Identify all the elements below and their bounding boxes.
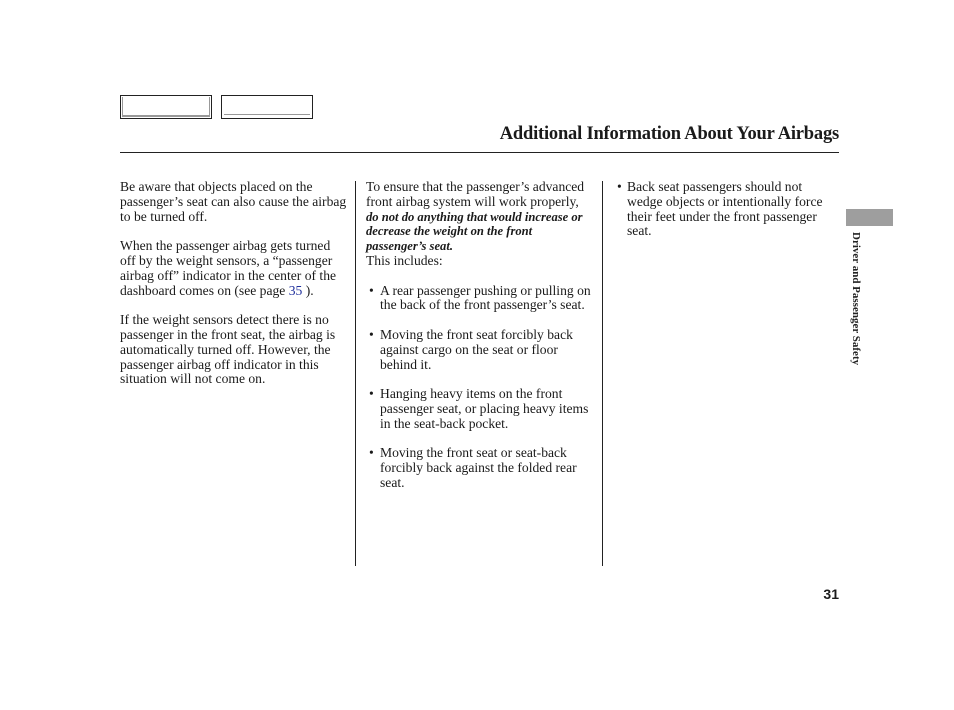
column-3 bbox=[617, 180, 832, 254]
list-item bbox=[617, 180, 832, 239]
list-item-text: Moving the front seat forcibly back against cargo on the seat or floor behind it. bbox=[380, 326, 573, 372]
list-item-text: Hanging heavy items on the front passenger seat, or placing heavy items in the seat-back pocket. bbox=[380, 386, 589, 431]
list-item bbox=[366, 284, 594, 314]
intro-end: This includes: bbox=[366, 252, 443, 268]
bullet-icon: • bbox=[369, 386, 374, 402]
column-divider-2 bbox=[602, 181, 603, 566]
paragraph-end: ). bbox=[302, 282, 314, 298]
main-menu-button[interactable] bbox=[120, 95, 212, 119]
paragraph-text: When the passenger airbag gets turned off by the weight sensors, a “passenger airbag off” indicator in the center of the dashboard comes on (see page bbox=[120, 238, 337, 298]
bullet-icon: • bbox=[369, 326, 374, 342]
list-item-text: Moving the front seat or seat-back forcibly back against the folded rear seat. bbox=[380, 445, 577, 490]
page-title: Additional Information About Your Airbags bbox=[499, 124, 839, 144]
column-2 bbox=[366, 180, 594, 506]
title-rule bbox=[120, 152, 839, 153]
paragraph-ensure-proper-work bbox=[366, 180, 594, 269]
index-button[interactable] bbox=[221, 95, 313, 119]
column-divider-1 bbox=[355, 181, 356, 566]
list-item-text: Back seat passengers should not wedge objects or intentionally force their feet under the front passenger seat. bbox=[627, 179, 823, 239]
list-item bbox=[366, 387, 594, 431]
column-1 bbox=[120, 180, 348, 402]
bullet-icon: • bbox=[617, 179, 622, 194]
page-number: 31 bbox=[823, 586, 839, 602]
index-button-underline bbox=[224, 114, 310, 115]
page-35-link[interactable]: 35 bbox=[288, 282, 303, 298]
section-label: Driver and Passenger Safety bbox=[850, 232, 862, 366]
bullet-list bbox=[366, 284, 594, 491]
list-item bbox=[366, 446, 594, 490]
bullet-icon: • bbox=[369, 445, 374, 461]
paragraph-airbag-off-indicator bbox=[120, 239, 348, 298]
intro-text: To ensure that the passenger’s advanced front airbag system will work properly, bbox=[366, 179, 585, 209]
bullet-list bbox=[617, 180, 832, 239]
bullet-icon: • bbox=[369, 282, 374, 298]
paragraph-objects-on-seat: Be aware that objects placed on the passenger’s seat can also cause the airbag to be turned off. bbox=[120, 179, 347, 224]
section-tab[interactable] bbox=[846, 209, 893, 226]
list-item-text: A rear passenger pushing or pulling on the back of the front passenger’s seat. bbox=[380, 282, 591, 313]
warning-emphasis: do not do anything that would increase or decrease the weight on the front passenger’s seat. bbox=[366, 209, 583, 254]
paragraph-no-passenger: If the weight sensors detect there is no passenger in the front seat, the airbag is automatically turned off. However, the passenger airbag off indicator in this situation will not come on. bbox=[120, 312, 336, 387]
list-item bbox=[366, 328, 594, 372]
